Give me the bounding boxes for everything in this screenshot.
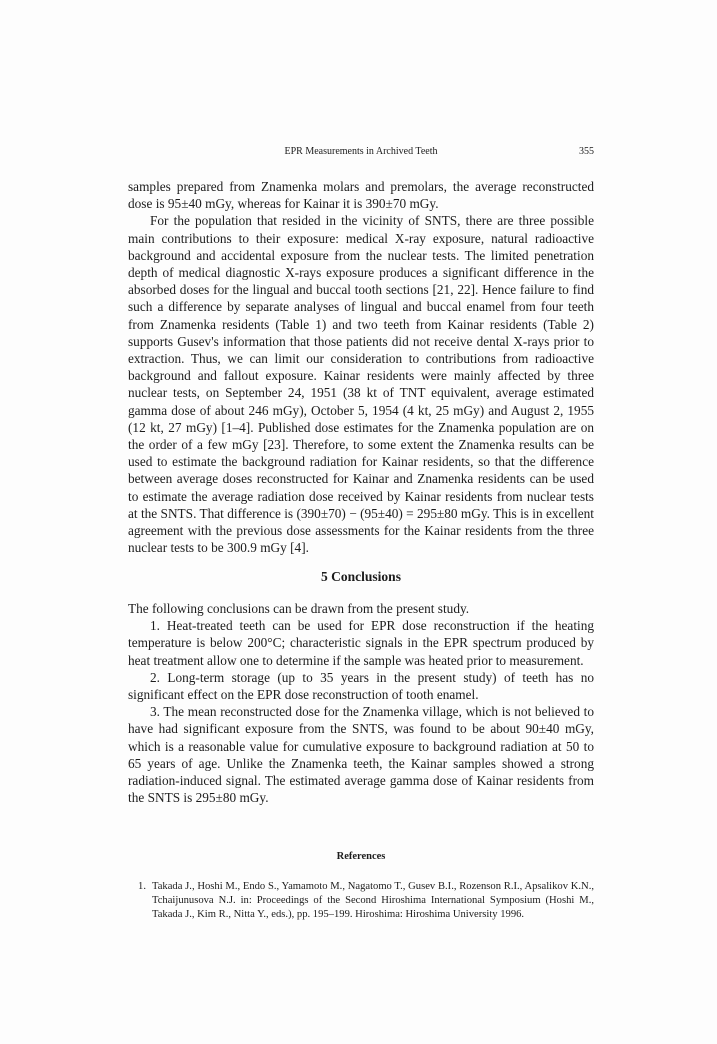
body-text <box>128 178 594 556</box>
references-list <box>128 880 594 923</box>
paragraph-continued: samples prepared from Znamenka molars and premolars, the average reconstructed dose is 95±40 mGy, whereas for Kainar it is 390±70 mGy. <box>128 179 594 212</box>
paragraph-dose-contributions: For the population that resided in the vicinity of SNTS, there are three possible main contributions to their exposure: medical X-ray exposure, natural radioactive background and accidental exposure from the nuclear tests. The limited penetration depth of medical diagnostic X-rays exposure produces a significant difference in the absorbed doses for the lingual and buccal tooth sections [21, 22]. Hence failure to find such a difference by separate analyses of lingual and buccal enamel from four teeth from Znamenka residents (Table 1) and two teeth from Kainar residents (Table 2) supports Gusev's information that those patients did not receive dental X-rays prior to extraction. Thus, we can limit our consideration to contributions from radioactive background and fallout exposure. Kainar residents were mainly affected by three nuclear tests, on September 24, 1951 (38 kt of TNT equivalent, average estimated gamma dose of about 246 mGy), October 5, 1954 (4 kt, 25 mGy) and August 2, 1955 (12 kt, 27 mGy) [1–4]. Published dose estimates for the Znamenka population are on the order of a few mGy [23]. Therefore, to some extent the Znamenka results can be used to estimate the background radiation for Kainar residents, so that the difference between average doses reconstructed for Kainar and Znamenka residents can be used to estimate the average radiation dose received by Kainar residents from nuclear tests at the SNTS. That difference is (390±70) − (95±40) = 295±80 mGy. This is in excellent agreement with the previous dose assessments for the Kainar residents from the three nuclear tests to be 300.9 mGy [4]. <box>128 213 594 556</box>
references-heading: References <box>336 851 386 862</box>
conclusion-item-3: 3. The mean reconstructed dose for the Znamenka village, which is not believed to have had significant exposure from the SNTS, was found to be about 90±40 mGy, which is a reasonable value for cumulative exposure to background radiation at 50 to 65 years of age. Unlike the Znamenka teeth, the Kainar samples showed a strong radiation-induced signal. The estimated average gamma dose of Kainar residents from the SNTS is 295±80 mGy. <box>128 704 594 806</box>
reference-item <box>128 880 594 923</box>
conclusion-item-1: 1. Heat-treated teeth can be used for EPR dose reconstruction if the heating temperature is below 200°C; characteristic signals in the EPR spectrum produced by heat treatment allow one to determine if the sample was heated prior to measurement. <box>128 618 594 668</box>
conclusions-section <box>128 600 594 806</box>
conclusions-intro: The following conclusions can be drawn from the present study. <box>128 601 470 616</box>
conclusion-item-2: 2. Long-term storage (up to 35 years in the present study) of teeth has no significant effect on the EPR dose reconstruction of tooth enamel. <box>128 669 594 703</box>
page-number: 355 <box>579 146 594 157</box>
reference-number: 1. <box>138 881 146 892</box>
running-head-title: EPR Measurements in Archived Teeth <box>284 146 438 157</box>
section-heading-conclusions: 5 Conclusions <box>321 569 401 584</box>
reference-text: Takada J., Hoshi M., Endo S., Yamamoto M., Nagatomo T., Gusev B.I., Rozenson R.I., Apsalikov K.N., Tchaijunusova N.J. in: Proceedings of the Second Hiroshima International Symposium (Hoshi M., Takada J., Kim R., Nitta Y., eds.), pp. 195–199. Hiroshima: Hiroshima University 1996. <box>152 881 594 921</box>
